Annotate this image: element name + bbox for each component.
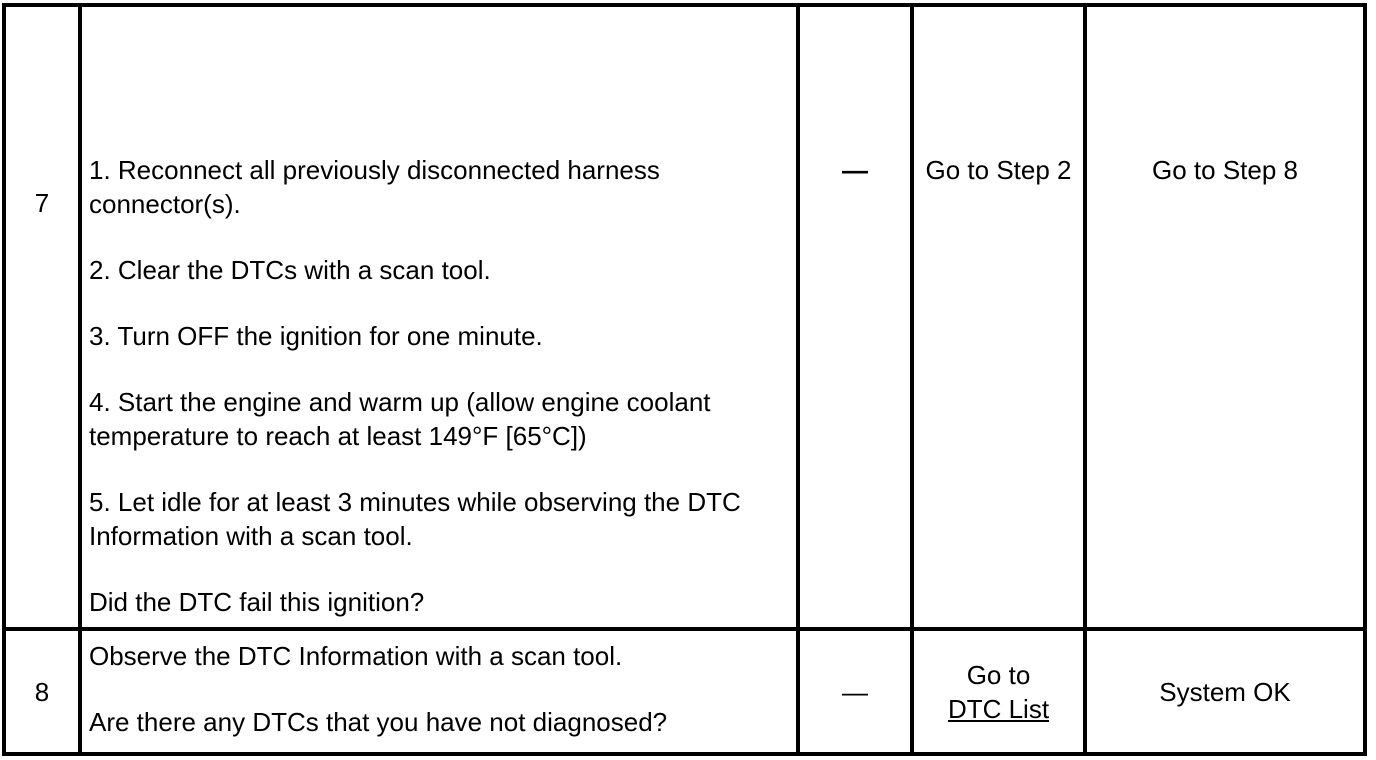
action-item: Observe the DTC Information with a scan tool. [89, 641, 623, 671]
value-dash: — [842, 676, 868, 707]
step-number: 7 [34, 188, 50, 218]
dtc-list-link[interactable]: DTC List [947, 693, 1050, 724]
no-cell [1085, 629, 1365, 754]
action-item: 3. Turn OFF the ignition for one minute. [89, 321, 543, 351]
action-cell [80, 5, 798, 629]
action-item: 2. Clear the DTCs with a scan tool. [89, 255, 491, 285]
no-cell [1085, 5, 1365, 629]
value-dash: — [842, 155, 868, 185]
action-item: 4. Start the engine and warm up (allow engine coolant temperature to reach at least 149°F [65°C]) [89, 387, 711, 451]
yes-prefix: Go to [966, 659, 1031, 690]
value-cell [798, 5, 912, 629]
no-result: System OK [1159, 676, 1291, 707]
action-item: 1. Reconnect all previously disconnected harness connector(s). [89, 155, 660, 219]
yes-cell [912, 5, 1085, 629]
yes-cell [912, 629, 1085, 754]
no-result: Go to Step 8 [1152, 155, 1298, 185]
action-cell [80, 629, 798, 754]
table-row-step-8 [4, 629, 1365, 754]
step-number-cell [4, 5, 80, 629]
yes-result: Go to Step 2 [925, 155, 1072, 185]
action-question: Did the DTC fail this ignition? [89, 587, 425, 617]
action-question: Are there any DTCs that you have not diagnosed? [89, 707, 668, 737]
value-cell [798, 629, 912, 754]
action-item: 5. Let idle for at least 3 minutes while observing the DTC Information with a scan tool. [89, 487, 741, 551]
diagnostic-table [2, 3, 1367, 756]
table-row-step-7 [4, 5, 1365, 629]
step-number-cell [4, 629, 80, 754]
step-number: 8 [34, 676, 50, 707]
